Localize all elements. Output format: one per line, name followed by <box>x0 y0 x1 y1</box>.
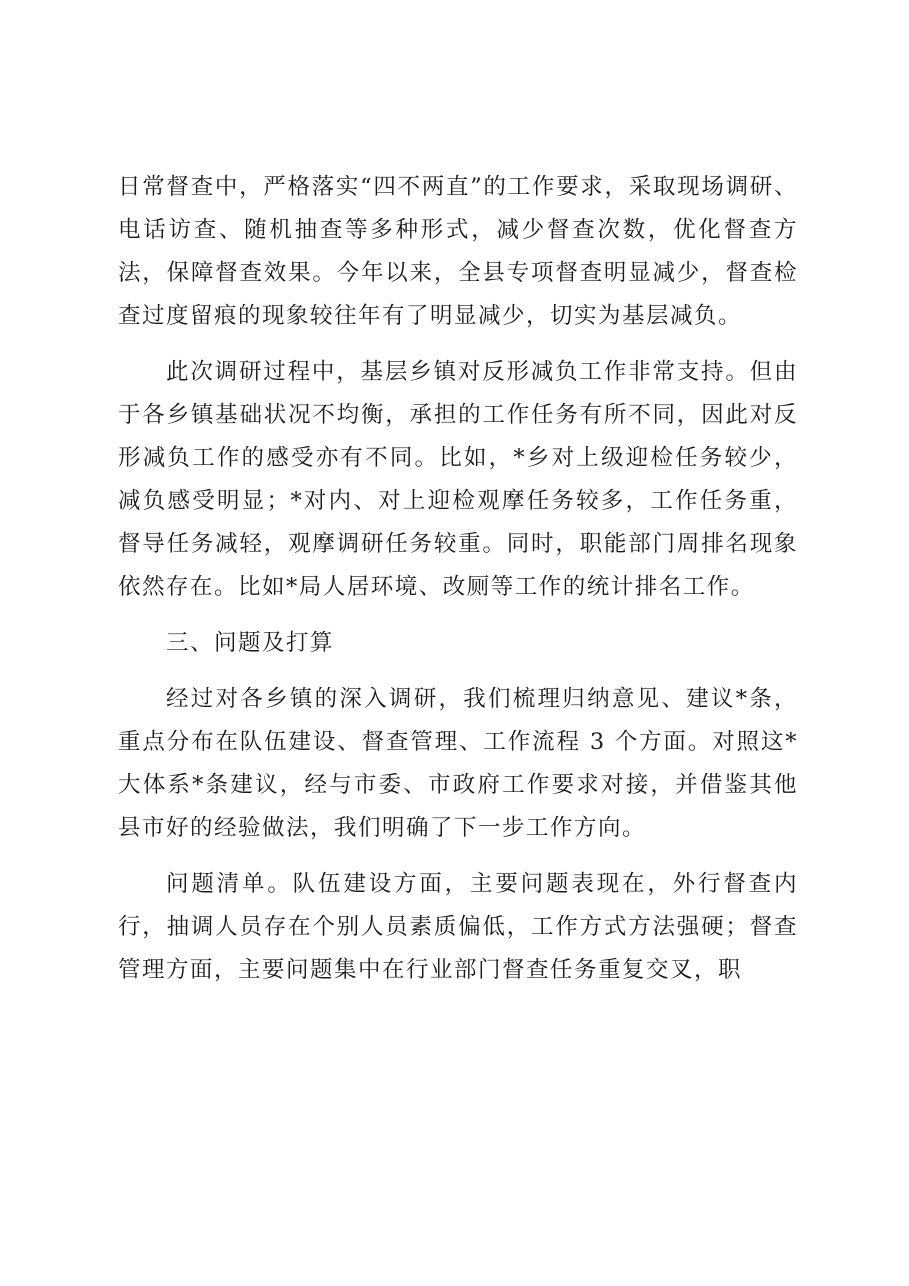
paragraph-problem-list: 问题清单。队伍建设方面，主要问题表现在，外行督查内行，抽调人员存在个别人员素质偏低，工作方式方法强硬；督查管理方面，主要问题集中在行业部门督查任务重复交叉，职 <box>118 871 798 983</box>
paragraph-research-summary: 经过对各乡镇的深入调研，我们梳理归纳意见、建议*条，重点分布在队伍建设、督查管理、工作流程 3 个方面。对照这*大体系*条建议，经与市委、市政府工作要求对接，并借鉴其他县市好的经验做法，我们明确了下一步工作方向。 <box>118 686 798 841</box>
paragraph-continuation: 日常督查中，严格落实“四不两直”的工作要求，采取现场调研、电话访查、随机抽查等多种形式，减少督查次数，优化督查方法，保障督查效果。今年以来，全县专项督查明显减少，督查检查过度留痕的现象较往年有了明显减少，切实为基层减负。 <box>118 174 798 329</box>
paragraph-survey-findings: 此次调研过程中，基层乡镇对反形减负工作非常支持。但由于各乡镇基础状况不均衡，承担的工作任务有所不同，因此对反形减负工作的感受亦有不同。比如，*乡对上级迎检任务较少，减负感受明显；*对内、对上迎检观摩任务较多，工作任务重，督导任务减轻，观摩调研任务较重。同时，职能部门周排名现象依然存在。比如*局人居环境、改厕等工作的统计排名工作。 <box>118 359 798 600</box>
section-heading-problems-plans: 三、问题及打算 <box>166 630 335 656</box>
document-body <box>118 166 798 1005</box>
